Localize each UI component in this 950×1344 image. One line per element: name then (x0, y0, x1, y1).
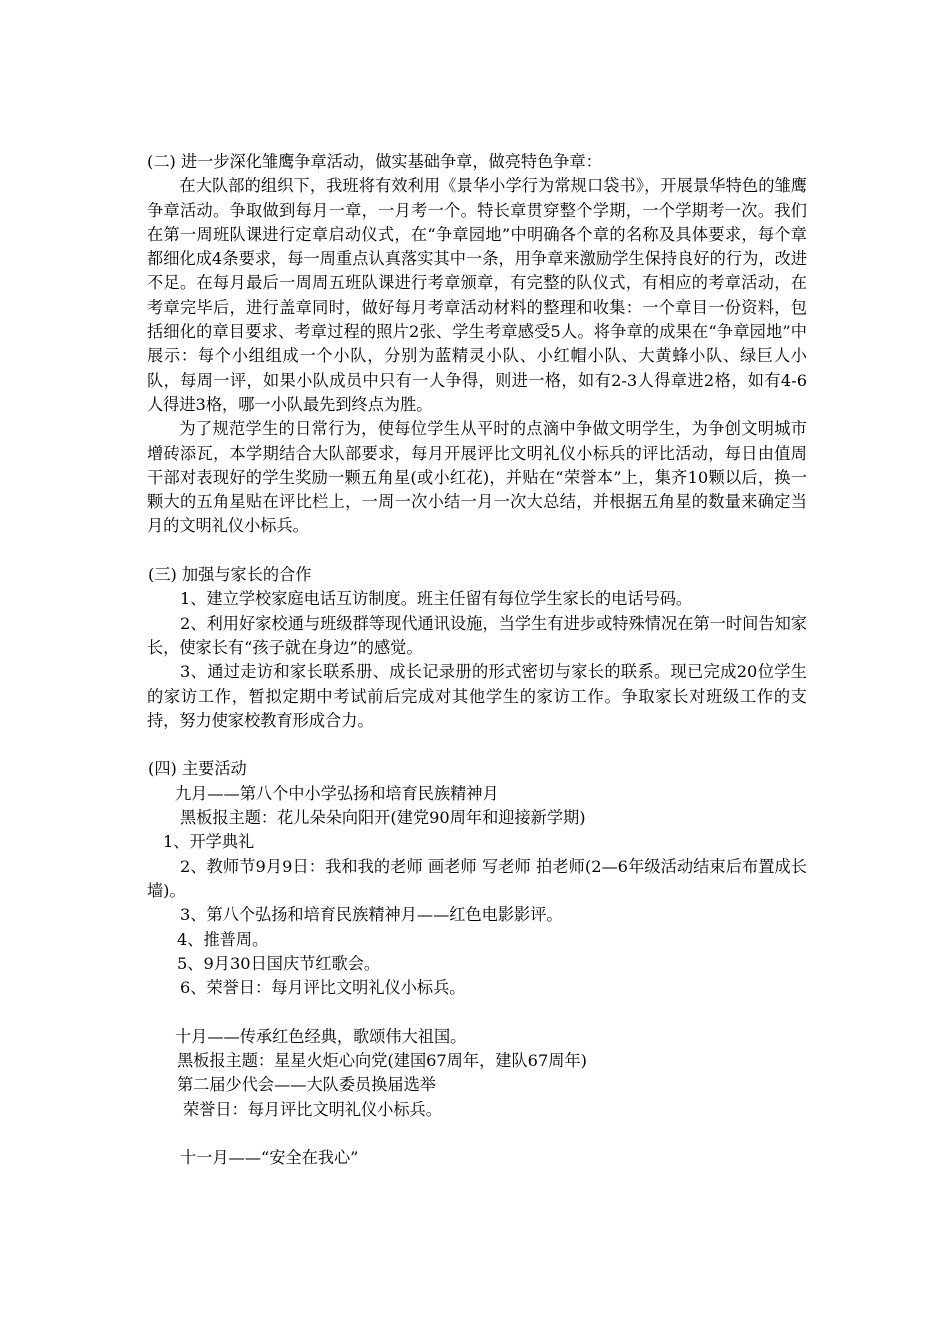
september-activity-5: 5、9月30日国庆节红歌会。 (177, 953, 381, 973)
document-page (147, 150, 807, 1170)
october-honor-day: 荣誉日：每月评比文明礼仪小标兵。 (183, 1099, 442, 1119)
october-title: 十月——传承红色经典，歌颂伟大祖国。 (175, 1026, 467, 1046)
section3-item-2: 2、利用好家校通与班级群等现代通讯设施，当学生有进步或特殊情况在第一时间告知家长，使家长有“孩子就在身边”的感觉。 (147, 613, 807, 657)
september-activity-1: 1、开学典礼 (163, 832, 255, 852)
september-activity-4: 4、推普周。 (177, 929, 269, 949)
blank-line (147, 1122, 807, 1146)
october-congress: 第二届少代会——大队委员换届选举 (177, 1075, 436, 1095)
september-blackboard-theme: 黑板报主题：花儿朵朵向阳开(建党90周年和迎接新学期) (180, 808, 586, 828)
september-activity-2: 2、教师节9月9日：我和我的老师 画老师 写老师 拍老师(2—6年级活动结束后布置成长墙)。 (147, 856, 807, 900)
blank-line (147, 539, 807, 563)
september-title: 九月——第八个中小学弘扬和培育民族精神月 (175, 783, 499, 803)
blank-line (147, 733, 807, 757)
section2-heading: (二) 进一步深化雏鹰争章活动，做实基础争章，做亮特色争章： (147, 152, 602, 171)
section2-paragraph-1: 在大队部的组织下，我班将有效利用《景华小学行为常规口袋书》，开展景华特色的雏鹰争章活动。争取做到每月一章，一月考一个。特长章贯穿整个学期，一个学期考一次。我们在第一周班队课进行定章启动仪式，在“争章园地”中明确各个章的名称及具体要求，每个章都细化成4条要求，每一周重点认真落实其中一条，用争章来激励学生保持良好的行为，改进不足。在每月最后一周周五班队课进行考章颁章，有完整的队仪式，有相应的考章活动，在考章完毕后，进行盖章同时，做好每月考章活动材料的整理和收集：一个章目一份资料，包括细化的章目要求、考章过程的照片2张、学生考章感受5人。将争章的成果在“争章园地”中展示：每个小组组成一个小队，分别为蓝精灵小队、小红帽小队、大黄蜂小队、绿巨人小队，每周一评，如果小队成员中只有一人争得，则进一格，如有2-3人得章进2格，如有4-6人得进3格，哪一小队最先到终点为胜。 (147, 176, 807, 414)
section3-heading: (三) 加强与家长的合作 (148, 565, 312, 585)
september-activity-6: 6、荣誉日：每月评比文明礼仪小标兵。 (180, 978, 466, 998)
november-title: 十一月——“安全在我心” (180, 1148, 359, 1168)
october-blackboard-theme: 黑板报主题：星星火炬心向党(建国67周年，建队67周年) (177, 1050, 587, 1070)
section3-item-3: 3、通过走访和家长联系册、成长记录册的形式密切与家长的联系。现已完成20位学生的家访工作，暂拟定期中考试前后完成对其他学生的家访工作。争取家长对班级工作的支持，努力使家校教育形成合力。 (147, 662, 807, 730)
september-activity-3: 3、第八个弘扬和培育民族精神月——红色电影影评。 (180, 905, 563, 925)
section4-heading: (四) 主要活动 (148, 759, 247, 779)
section2-paragraph-2: 为了规范学生的日常行为，使每位学生从平时的点滴中争做文明学生，为争创文明城市增砖添瓦，本学期结合大队部要求，每月开展评比文明礼仪小标兵的评比活动，每日由值周干部对表现好的学生奖励一颗五角星(或小红花)，并贴在“荣誉本”上，集齐10颗以后，换一颗大的五角星贴在评比栏上，一周一次小结一月一次大总结，并根据五角星的数量来确定当月的文明礼仪小标兵。 (147, 419, 807, 536)
section3-item-1: 1、建立学校家庭电话互访制度。班主任留有每位学生家长的电话号码。 (180, 589, 693, 609)
blank-line (147, 1000, 807, 1024)
